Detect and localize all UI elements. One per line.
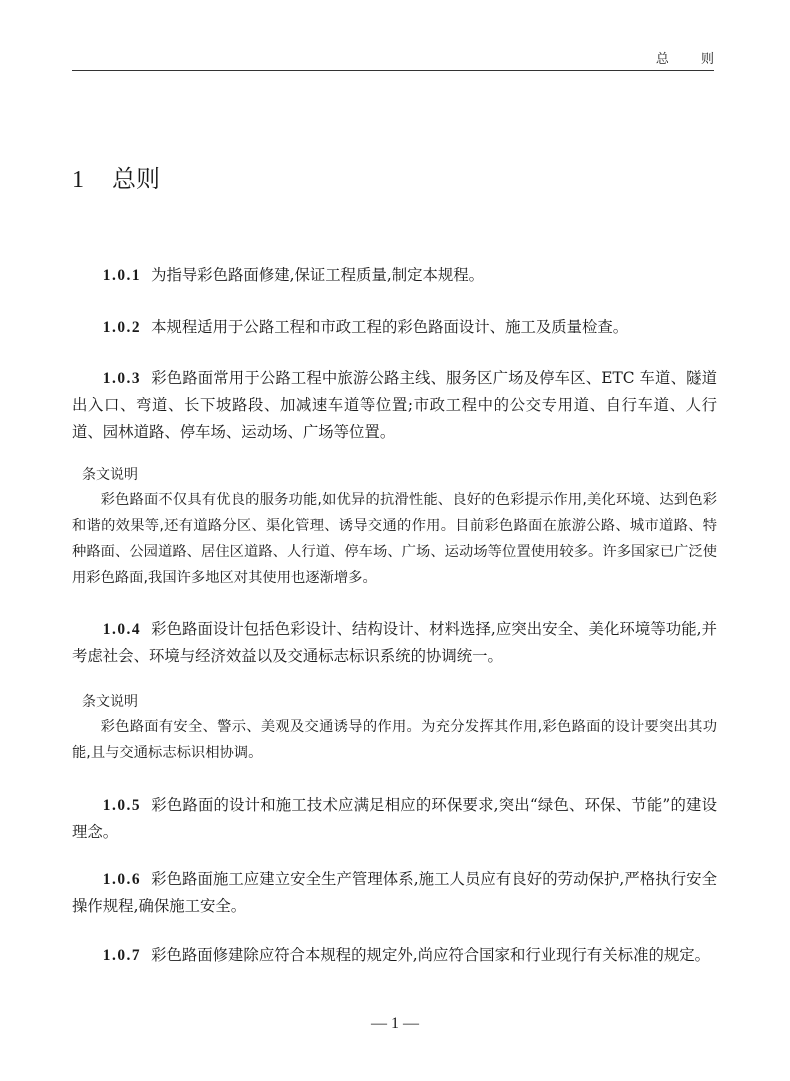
chapter-title: 总则 bbox=[112, 165, 160, 193]
running-header bbox=[72, 48, 728, 71]
explanation-label: 条文说明 bbox=[82, 694, 138, 710]
clause-number: 1.0.5 bbox=[102, 797, 142, 814]
clause-number: 1.0.3 bbox=[102, 370, 142, 387]
clause-1-0-2 bbox=[72, 314, 717, 341]
clause-text: 彩色路面设计包括色彩设计、结构设计、材料选择,应突出安全、美化环境等功能,并考虑社会、环境与经济效益以及交通标志标识系统的协调统一。 bbox=[72, 620, 717, 665]
clause-number: 1.0.4 bbox=[102, 621, 142, 638]
clause-number: 1.0.1 bbox=[102, 267, 142, 284]
explanation-text: 彩色路面有安全、警示、美观及交通诱导的作用。为充分发挥其作用,彩色路面的设计要突出其功能,且与交通标志标识相协调。 bbox=[72, 719, 717, 761]
clause-1-0-1 bbox=[72, 262, 717, 289]
page-number: — 1 — bbox=[371, 1015, 419, 1032]
clause-number: 1.0.2 bbox=[102, 319, 142, 336]
clause-text: 为指导彩色路面修建,保证工程质量,制定本规程。 bbox=[151, 266, 485, 284]
clause-text: 彩色路面的设计和施工技术应满足相应的环保要求,突出“绿色、环保、节能”的建设理念。 bbox=[72, 796, 717, 841]
clause-1-0-6 bbox=[72, 866, 717, 920]
explanation-label: 条文说明 bbox=[82, 467, 138, 483]
clause-1-0-7 bbox=[72, 942, 717, 969]
clause-1-0-5 bbox=[72, 792, 717, 846]
clause-number: 1.0.7 bbox=[102, 947, 142, 964]
clause-text: 彩色路面施工应建立安全生产管理体系,施工人员应有良好的劳动保护,严格执行安全操作规程,确保施工安全。 bbox=[72, 870, 717, 915]
clause-number: 1.0.6 bbox=[102, 871, 142, 888]
explanation-text: 彩色路面不仅具有优良的服务功能,如优异的抗滑性能、良好的色彩提示作用,美化环境、达到色彩和谐的效果等,还有道路分区、渠化管理、诱导交通的作用。目前彩色路面在旅游公路、城市道路、特种路面、公园道路、居住区道路、人行道、停车场、广场、运动场等位置使用较多。许多国家已广泛使用彩色路面,我国许多地区对其使用也逐渐增多。 bbox=[72, 492, 717, 586]
clause-text: 本规程适用于公路工程和市政工程的彩色路面设计、施工及质量检查。 bbox=[151, 318, 629, 336]
clause-text: 彩色路面修建除应符合本规程的规定外,尚应符合国家和行业现行有关标准的规定。 bbox=[151, 946, 711, 964]
chapter-heading bbox=[72, 163, 160, 196]
chapter-number: 1 bbox=[72, 167, 84, 193]
clause-1-0-3 bbox=[72, 365, 717, 446]
clause-1-0-4 bbox=[72, 616, 717, 670]
clause-text: 彩色路面常用于公路工程中旅游公路主线、服务区广场及停车区、ETC 车道、隧道出入口、弯道、长下坡路段、加减速车道等位置;市政工程中的公交专用道、自行车道、人行道、园林道路、停车场、运动场、广场等位置。 bbox=[72, 369, 717, 441]
header-title: 总 则 bbox=[655, 52, 728, 67]
